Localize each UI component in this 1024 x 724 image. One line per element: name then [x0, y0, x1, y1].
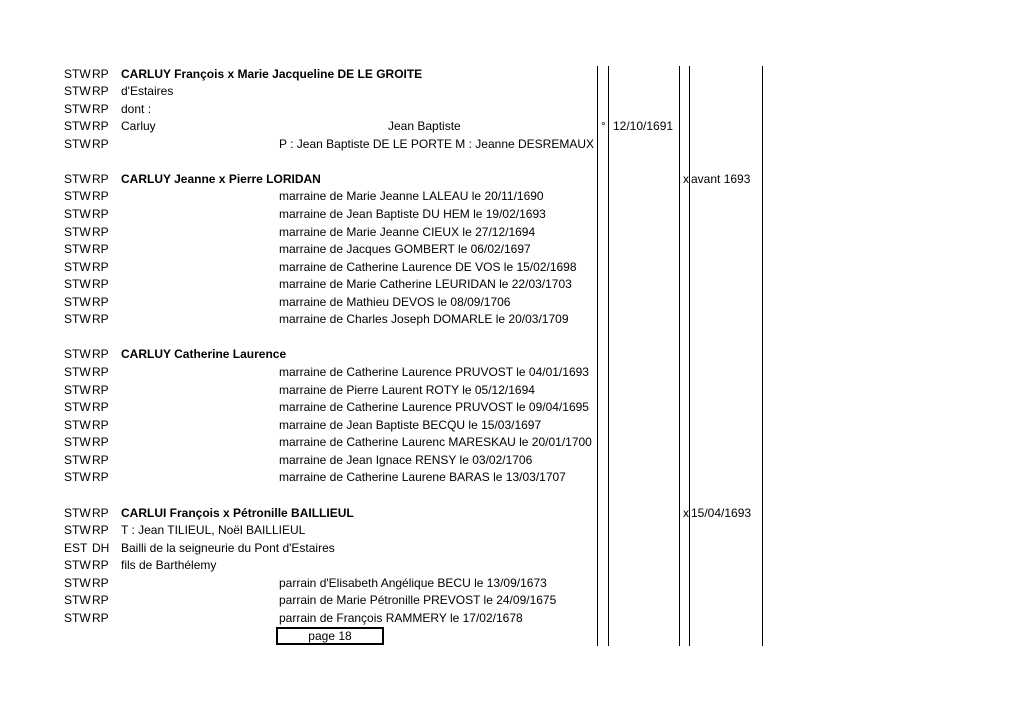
source-code: STW — [64, 505, 91, 520]
table-row — [0, 364, 1024, 382]
table-row — [0, 224, 1024, 242]
source-code: STW — [64, 382, 91, 397]
source-code: STW — [64, 347, 91, 362]
detail-text: marraine de Jean Ignace RENSY le 03/02/1706 — [279, 452, 533, 467]
detail-text: marraine de Catherine Laurence PRUVOST le 04/01/1693 — [279, 365, 589, 380]
source-code: STW — [64, 84, 91, 99]
source-code: STW — [64, 435, 91, 450]
record-type: RP — [92, 470, 109, 485]
source-code: STW — [64, 119, 91, 134]
record-type: RP — [92, 119, 109, 134]
table-row — [0, 294, 1024, 312]
detail-text: parrain de Marie Pétronille PREVOST le 24/09/1675 — [279, 593, 557, 608]
table-row — [0, 505, 1024, 523]
source-code: STW — [64, 277, 91, 292]
table-row — [0, 276, 1024, 294]
table-row — [0, 469, 1024, 487]
table-row — [0, 136, 1024, 154]
entry-text: CARLUY François x Marie Jacqueline DE LE GROITE — [121, 66, 423, 81]
event-symbol: ° — [601, 119, 606, 134]
record-type: RP — [92, 523, 109, 538]
source-code: STW — [64, 101, 91, 116]
source-code: STW — [64, 400, 91, 415]
record-type: RP — [92, 101, 109, 116]
source-code: EST — [64, 540, 88, 555]
source-code: STW — [64, 242, 91, 257]
source-code: STW — [64, 417, 91, 432]
entry-text: Carluy — [121, 119, 156, 134]
detail-text: marraine de Catherine Laurence DE VOS le 15/02/1698 — [279, 259, 577, 274]
record-type: RP — [92, 452, 109, 467]
table-row — [0, 241, 1024, 259]
detail-text: marraine de Mathieu DEVOS le 08/09/1706 — [279, 294, 511, 309]
table-row — [0, 610, 1024, 628]
page-number: page 18 — [308, 629, 352, 643]
record-type: RP — [92, 593, 109, 608]
detail-text: marraine de Jean Baptiste BECQU le 15/03/1697 — [279, 417, 542, 432]
source-code: STW — [64, 558, 91, 573]
source-code: STW — [64, 224, 91, 239]
record-type: RP — [92, 435, 109, 450]
table-row — [0, 259, 1024, 277]
detail-text: marraine de Marie Jeanne CIEUX le 27/12/1694 — [279, 224, 536, 239]
table-row — [0, 188, 1024, 206]
detail-text: marraine de Catherine Laurence PRUVOST le 09/04/1695 — [279, 400, 589, 415]
detail-text: marraine de Jean Baptiste DU HEM le 19/02/1693 — [279, 206, 546, 221]
source-code: STW — [64, 593, 91, 608]
entry-text: d'Estaires — [121, 84, 174, 99]
record-type: RP — [92, 206, 109, 221]
entry-text: dont : — [121, 101, 152, 116]
table-row — [0, 557, 1024, 575]
table-row — [0, 101, 1024, 119]
source-code: STW — [64, 294, 91, 309]
record-type: RP — [92, 259, 109, 274]
column-divider — [608, 66, 609, 646]
entry-text: CARLUY Jeanne x Pierre LORIDAN — [121, 171, 321, 186]
table-row — [0, 592, 1024, 610]
detail-text: marraine de Marie Jeanne LALEAU le 20/11/1690 — [279, 189, 544, 204]
table-row — [0, 66, 1024, 84]
source-code: STW — [64, 171, 91, 186]
record-type: RP — [92, 66, 109, 81]
marriage-date: avant 1693 — [691, 171, 751, 186]
detail-text: marraine de Marie Catherine LEURIDAN le 22/03/1703 — [279, 277, 572, 292]
record-type: RP — [92, 382, 109, 397]
entry-text: CARLUY Catherine Laurence — [121, 347, 287, 362]
record-type: RP — [92, 171, 109, 186]
column-divider — [679, 66, 680, 646]
record-type: RP — [92, 505, 109, 520]
source-code: STW — [64, 66, 91, 81]
entry-text: Bailli de la seigneurie du Pont d'Estaires — [121, 540, 335, 555]
record-type: RP — [92, 224, 109, 239]
detail-text: parrain de François RAMMERY le 17/02/1678 — [279, 610, 523, 625]
marriage-date: 15/04/1693 — [691, 505, 752, 520]
record-type: RP — [92, 84, 109, 99]
table-row — [0, 399, 1024, 417]
source-code: STW — [64, 259, 91, 274]
record-type: RP — [92, 575, 109, 590]
source-code: STW — [64, 206, 91, 221]
page-number-box — [276, 627, 384, 645]
table-row — [0, 540, 1024, 558]
source-code: STW — [64, 365, 91, 380]
marriage-symbol: x — [683, 171, 689, 186]
record-type: RP — [92, 294, 109, 309]
table-row — [0, 118, 1024, 136]
table-row — [0, 522, 1024, 540]
record-type: RP — [92, 610, 109, 625]
detail-text: marraine de Charles Joseph DOMARLE le 20/03/1709 — [279, 312, 569, 327]
child-name: Jean Baptiste — [388, 119, 461, 134]
detail-text: marraine de Catherine Laurenc MARESKAU le 20/01/1700 — [279, 435, 592, 450]
event-date: 12/10/1691 — [613, 119, 674, 134]
table-row — [0, 417, 1024, 435]
source-code: STW — [64, 523, 91, 538]
source-code: STW — [64, 575, 91, 590]
source-code: STW — [64, 610, 91, 625]
table-row — [0, 311, 1024, 329]
table-row — [0, 434, 1024, 452]
record-type: RP — [92, 417, 109, 432]
record-type: RP — [92, 277, 109, 292]
table-row — [0, 346, 1024, 364]
table-row — [0, 206, 1024, 224]
detail-text: P : Jean Baptiste DE LE PORTE M : Jeanne DESREMAUX — [279, 136, 595, 151]
record-type: RP — [92, 136, 109, 151]
record-type: RP — [92, 347, 109, 362]
detail-text: marraine de Catherine Laurene BARAS le 13/03/1707 — [279, 470, 566, 485]
record-type: RP — [92, 189, 109, 204]
column-divider — [762, 66, 763, 646]
source-code: STW — [64, 189, 91, 204]
detail-text: marraine de Pierre Laurent ROTY le 05/12/1694 — [279, 382, 535, 397]
column-divider — [689, 66, 690, 646]
source-code: STW — [64, 312, 91, 327]
table-row — [0, 171, 1024, 189]
column-divider — [597, 66, 598, 646]
entry-text: fils de Barthélemy — [121, 558, 217, 573]
record-type: RP — [92, 312, 109, 327]
source-code: STW — [64, 136, 91, 151]
record-type: RP — [92, 558, 109, 573]
record-type: RP — [92, 400, 109, 415]
table-row — [0, 83, 1024, 101]
table-row — [0, 382, 1024, 400]
source-code: STW — [64, 452, 91, 467]
entry-text: CARLUI François x Pétronille BAILLIEUL — [121, 505, 354, 520]
detail-text: parrain d'Elisabeth Angélique BECU le 13/09/1673 — [279, 575, 547, 590]
record-type: RP — [92, 365, 109, 380]
table-row — [0, 452, 1024, 470]
source-code: STW — [64, 470, 91, 485]
table-row — [0, 575, 1024, 593]
record-type: RP — [92, 242, 109, 257]
detail-text: marraine de Jacques GOMBERT le 06/02/1697 — [279, 242, 531, 257]
marriage-symbol: x — [683, 505, 689, 520]
record-type: DH — [92, 540, 110, 555]
entry-text: T : Jean TILIEUL, Noël BAILLIEUL — [121, 523, 306, 538]
